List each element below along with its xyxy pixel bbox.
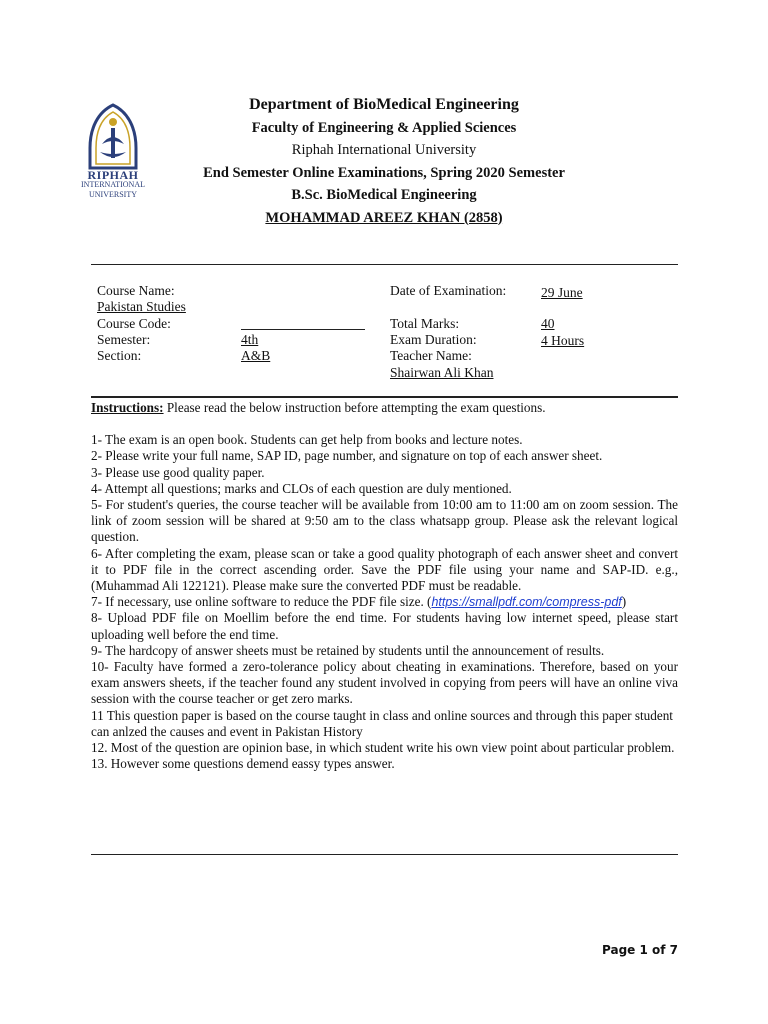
instruction-7-close: ) xyxy=(621,594,627,610)
instruction-7-text: 7- If necessary, use online software to reduce the PDF file size. ( xyxy=(91,594,432,610)
instruction-item: 8- Upload PDF file on Moellim before the end time. For students having low internet speed, please start uploading well before the end time. xyxy=(91,610,678,642)
instruction-item: 9- The hardcopy of answer sheets must be retained by students until the announcement of results. xyxy=(91,642,605,658)
document-header xyxy=(160,94,608,229)
instruction-item: 2- Please write your full name, SAP ID, page number, and signature on top of each answer sheet. xyxy=(91,448,603,464)
teacher-value: Shairwan Ali Khan xyxy=(390,365,494,380)
course-code-blank xyxy=(241,329,365,330)
instruction-item: 13. However some questions demend eassy types answer. xyxy=(91,756,395,772)
divider-top xyxy=(91,264,678,265)
instruction-item: 4- Attempt all questions; marks and CLOs of each question are duly mentioned. xyxy=(91,480,512,496)
instructions-heading: Instructions: xyxy=(91,400,164,415)
course-name-label: Course Name: xyxy=(97,283,175,298)
program-title: B.Sc. BioMedical Engineering xyxy=(291,187,477,203)
section-label: Section: xyxy=(97,348,142,363)
department-title: Department of BioMedical Engineering xyxy=(249,96,519,113)
instruction-item: 11 This question paper is based on the course taught in class and online sources and through this paper student can anlzed the causes and event in Pakistan History xyxy=(91,707,673,739)
instruction-item: 12. Most of the question are opinion base, in which student write his own view point about particular problem. xyxy=(91,740,675,756)
duration-label: Exam Duration: xyxy=(390,332,477,347)
section-value: A&B xyxy=(241,348,271,363)
date-value: 29 June xyxy=(541,285,583,300)
course-code-label: Course Code: xyxy=(97,316,171,331)
exam-title: End Semester Online Examinations, Spring 2020 Semester xyxy=(203,164,565,181)
instruction-item: 5- For student's queries, the course teacher will be available from 10:00 am to 11:00 am on zoom session. The link of zoom session will be shared at 9:50 am to the class whatsapp group. Please ask the relevant logical question. xyxy=(91,497,678,545)
instructions-intro-text: Please read the below instruction before attempting the exam questions. xyxy=(163,400,546,415)
divider-middle xyxy=(91,396,678,398)
teacher-label: Teacher Name: xyxy=(390,348,472,363)
instruction-item: 3- Please use good quality paper. xyxy=(91,464,265,480)
instructions-intro xyxy=(91,400,678,416)
total-marks-value: 40 xyxy=(541,316,555,331)
course-name-value: Pakistan Studies xyxy=(97,299,186,314)
semester-label: Semester: xyxy=(97,332,151,347)
divider-bottom xyxy=(91,854,678,855)
page-number: Page 1 of 7 xyxy=(602,943,678,957)
university-name: Riphah International University xyxy=(291,142,477,158)
logo-line-1: RIPHAH xyxy=(87,168,139,182)
total-marks-label: Total Marks: xyxy=(390,316,460,331)
instruction-item-7 xyxy=(91,594,678,610)
instruction-item: 1- The exam is an open book. Students can get help from books and lecture notes. xyxy=(91,432,523,448)
date-label: Date of Examination: xyxy=(390,283,507,298)
instructions-section xyxy=(91,400,678,772)
university-logo-text xyxy=(70,170,156,200)
logo-line-2: INTERNATIONAL xyxy=(81,180,145,189)
instruction-item: 10- Faculty have formed a zero-tolerance policy about cheating in examinations. Therefore, based on your exam answers sheets, if the teacher found any student involved in copying from peers will have an online viva session with the course teacher or get zero marks. xyxy=(91,659,678,707)
logo-line-3: UNIVERSITY xyxy=(89,190,137,199)
instruction-item: 6- After completing the exam, please scan or take a good quality photograph of each answer sheet and convert it to PDF file in the correct ascending order. Save the PDF file using your name and SAP-ID. e.g., (Muhammad Ali 122121). Please make sure the converted PDF must be readable. xyxy=(91,545,678,594)
semester-value: 4th xyxy=(241,332,259,347)
faculty-title: Faculty of Engineering & Applied Sciences xyxy=(251,119,517,136)
duration-value: 4 Hours xyxy=(541,333,585,348)
compress-pdf-link[interactable]: https://smallpdf.com/compress-pdf xyxy=(431,595,622,610)
student-name: MOHAMMAD AREEZ KHAN (2858) xyxy=(265,209,503,226)
